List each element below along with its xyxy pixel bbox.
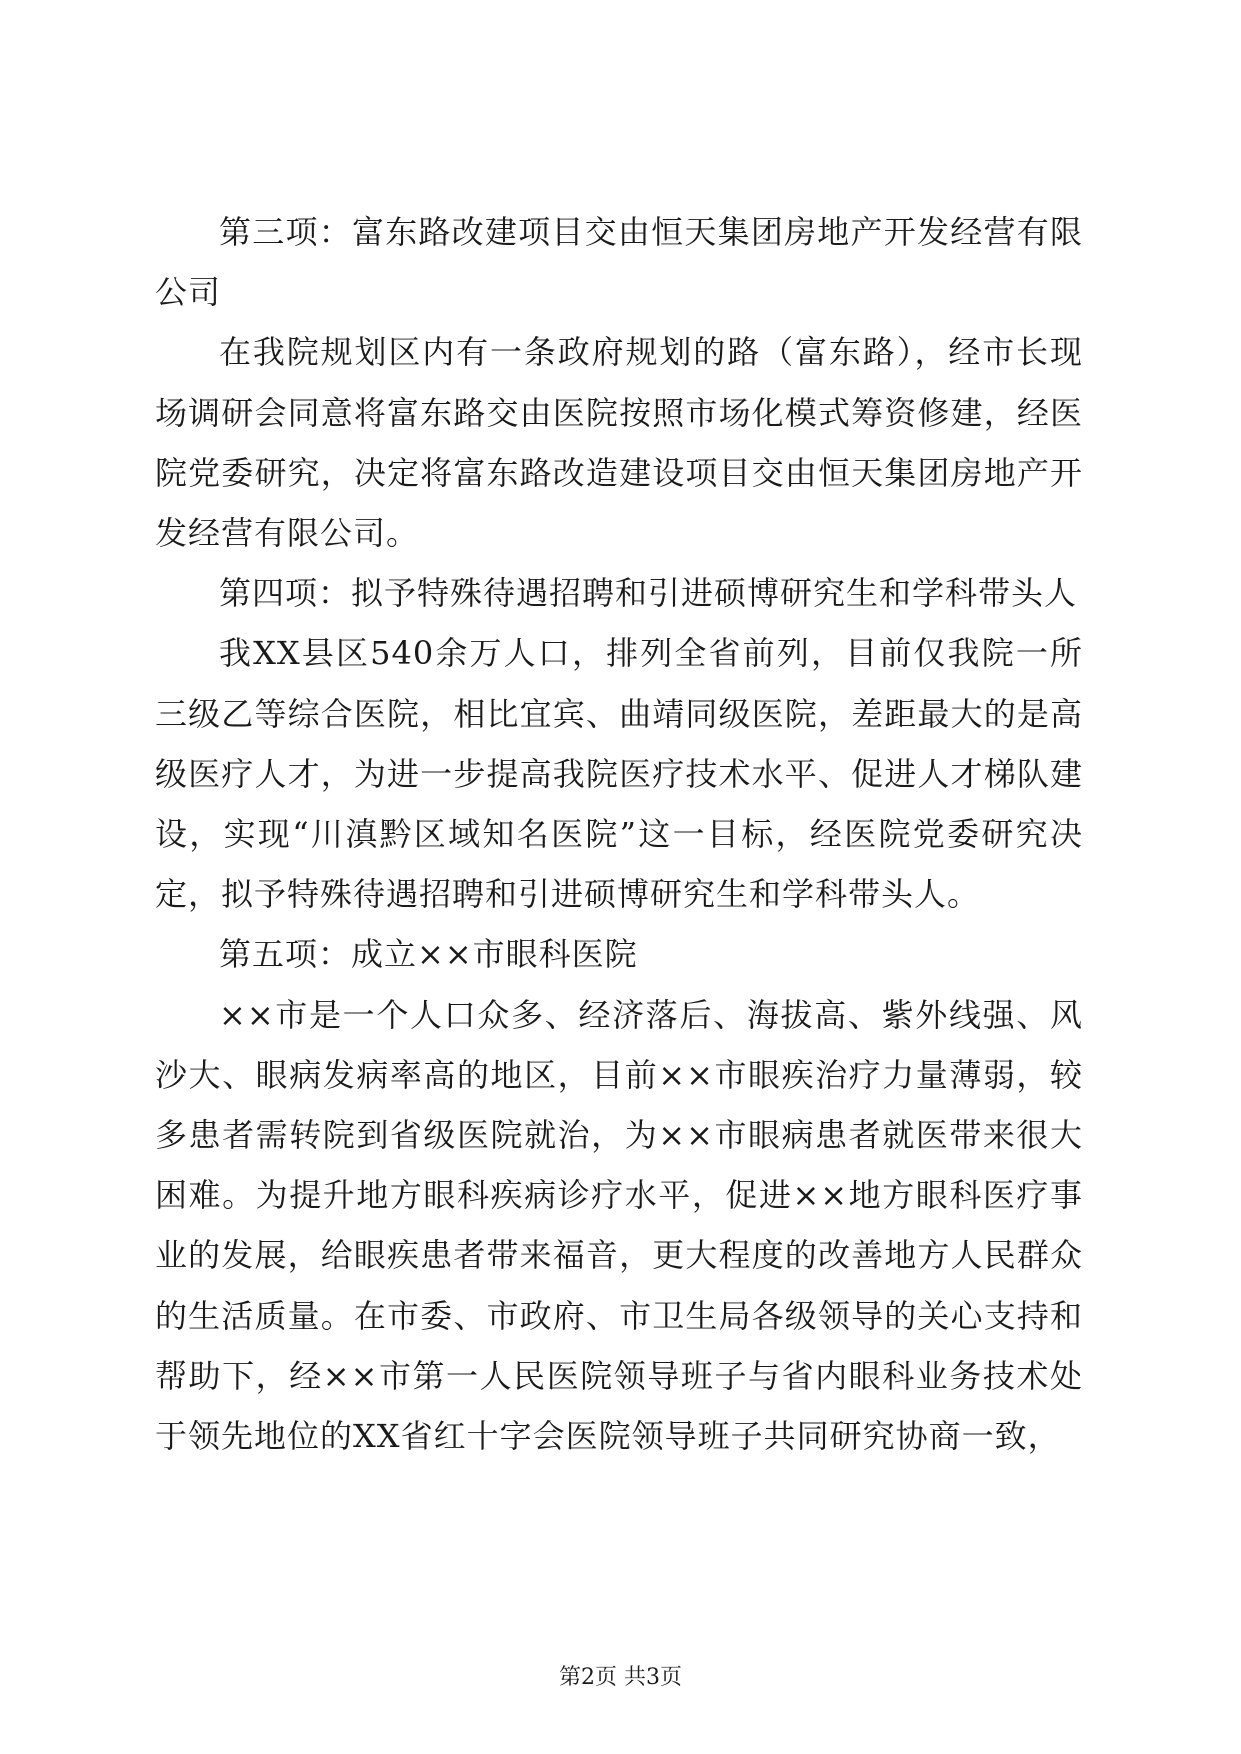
paragraph-item-5-body: ××市是一个人口众多、经济落后、海拔高、紫外线强、风沙大、眼病发病率高的地区，目前××市眼疾治疗力量薄弱，较多患者需转院到省级医院就治，为××市眼病患者就医带来很大困难。为提升地方眼科疾病诊疗水平，促进××地方眼科医疗事业的发展，给眼疾患者带来福音，更大程度的改善地方人民群众的生活质量。在市委、市政府、市卫生局各级领导的关心支持和帮助下，经××市第一人民医院领导班子与省内眼科业务技术处于领先地位的XX省红十字会医院领导班子共同研究协商一致， [155,995,1083,1456]
paragraph-item-4-heading: 第四项：拟予特殊待遇招聘和引进硕博研究生和学科带头人 [219,574,1078,613]
page-footer: 第2页 共3页 [559,1665,682,1690]
document-body [155,202,1083,1466]
paragraph-item-3-heading: 第三项：富东路改建项目交由恒天集团房地产开发经营有限公司 [155,213,1083,312]
paragraph-item-4-body: 我XX县区540余万人口，排列全省前列，目前仅我院一所三级乙等综合医院，相比宜宾、曲靖同级医院，差距最大的是高级医疗人才，为进一步提高我院医疗技术水平、促进人才梯队建设，实现“川滇黔区域知名医院”这一目标，经医院党委研究决定，拟予特殊待遇招聘和引进硕博研究生和学科带头人。 [155,634,1083,914]
paragraph-item-3-body: 在我院规划区内有一条政府规划的路（富东路），经市长现场调研会同意将富东路交由医院按照市场化模式筹资修建，经医院党委研究，决定将富东路改造建设项目交由恒天集团房地产开发经营有限公司。 [155,333,1083,553]
paragraph-item-5-heading: 第五项：成立××市眼科医院 [219,935,638,974]
